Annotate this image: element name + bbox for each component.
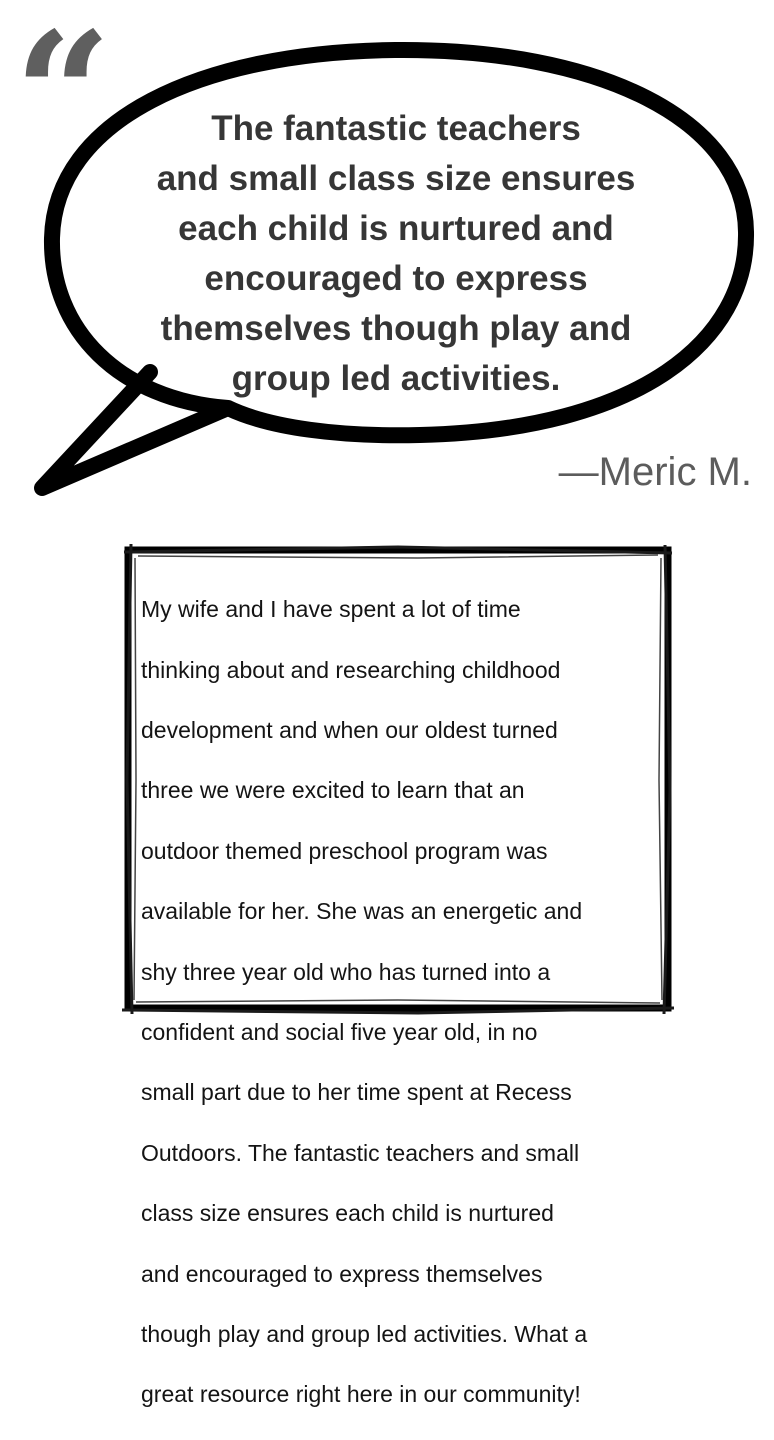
testimonial-line: great resource right here in our community! bbox=[141, 1381, 581, 1408]
testimonial-line: My wife and I have spent a lot of time bbox=[141, 596, 521, 623]
testimonial-line: outdoor themed preschool program was bbox=[141, 837, 548, 864]
testimonial-line: three we were excited to learn that an bbox=[141, 777, 525, 804]
testimonial-line: available for her. She was an energetic and bbox=[141, 898, 583, 925]
quote-line: and small class size ensures bbox=[156, 159, 636, 198]
testimonial-line: and encouraged to express themselves bbox=[141, 1260, 543, 1287]
testimonial-line: small part due to her time spent at Recess bbox=[141, 1079, 572, 1106]
quotation-mark-icon: “ bbox=[14, 0, 100, 195]
quote-line: group led activities. bbox=[231, 359, 561, 398]
testimonial-line: Outdoors. The fantastic teachers and small bbox=[141, 1139, 580, 1166]
quote-line: encouraged to express bbox=[204, 259, 588, 298]
testimonial-text bbox=[141, 564, 661, 1440]
testimonial-line: development and when our oldest turned bbox=[141, 717, 558, 744]
quote-line: The fantastic teachers bbox=[211, 109, 581, 148]
quote-line: each child is nurtured and bbox=[178, 209, 614, 248]
quote-author: —Meric M. bbox=[558, 450, 752, 494]
testimonial-line: shy three year old who has turned into a bbox=[141, 958, 551, 985]
quote-text bbox=[96, 104, 696, 404]
testimonial-line: thinking about and researching childhood bbox=[141, 656, 561, 683]
testimonial-line: though play and group led activities. What a bbox=[141, 1321, 588, 1348]
testimonial-line: class size ensures each child is nurtured bbox=[141, 1200, 554, 1227]
testimonial-line: confident and social five year old, in no bbox=[141, 1019, 538, 1046]
quote-line: themselves though play and bbox=[160, 309, 632, 348]
